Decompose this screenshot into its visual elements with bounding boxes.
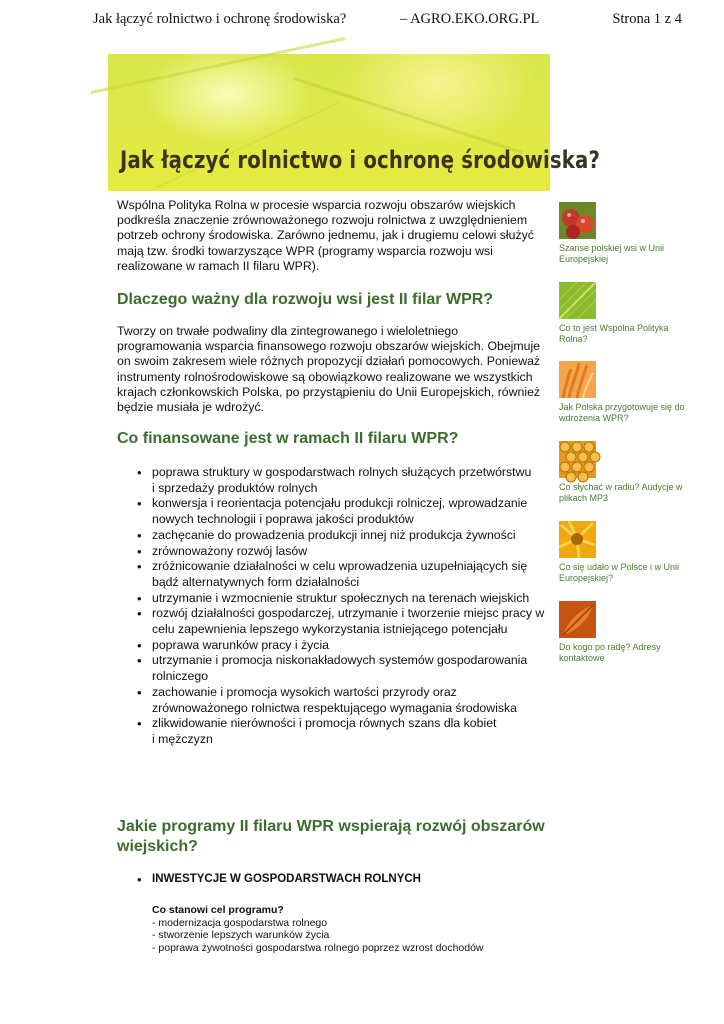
tomatoes-icon[interactable] <box>559 202 596 239</box>
wheat-icon[interactable] <box>559 361 596 398</box>
intro-block <box>117 198 542 274</box>
list-item: • poprawa struktury w gospodarstwach rolnych służących przetwórstwu i sprzedaży produktów rolnych <box>117 465 547 496</box>
sidebar-link[interactable]: Szanse polskiej wsi w Unii Europejskiej <box>559 243 665 264</box>
section-heading-programs: Jakie programy II filaru WPR wspierają rozwój obszarów wiejskich? <box>117 818 545 855</box>
list-item: • poprawa warunków pracy i życia <box>117 638 547 654</box>
section-why-text: Tworzy on trwałe podwaliny dla zintegrowanego i wieloletniego programowania wsparcia finansowego rozwoju obszarów wiejskich. Obejmuje on swoim zakresem wiele różnych propozycji działań pomocowych. Ponieważ instrumenty rolnośrodowiskowe są obowiązkowo realizowane we wszystkich krajach członkowskich Polska, po przystąpieniu do Unii Europejskich, również będzie musiała je wdrożyć. <box>117 324 541 415</box>
page-header <box>0 11 724 33</box>
honeycomb-icon[interactable] <box>559 441 596 478</box>
list-item: • utrzymanie i promocja niskonakładowych systemów gospodarowania rolniczego <box>117 653 547 684</box>
list-item: • zrównoważony rozwój lasów <box>117 544 547 560</box>
financed-list <box>117 465 547 748</box>
intro-text: Wspólna Polityka Rolna w procesie wsparcia rozwoju obszarów wiejskich podkreśla znaczenie zrównoważonego rozwoju rolnictwa z uwzględnieniem potrzeb ochrony środowiska. Zarówno jednemu, jak i drugiemu celowi służyć mają tzw. środki towarzyszące WPR (programy wsparcia rozwoju wsi realizowane w ramach II filaru WPR). <box>117 198 534 273</box>
list-item: • utrzymanie i wzmocnienie struktur społecznych na terenach wiejskich <box>117 591 547 607</box>
banner-title: Jak łączyć rolnictwo i ochronę środowiska? <box>120 146 601 174</box>
sidebar-link[interactable]: Jak Polska przygotowuje się do wdrożenia WPR? <box>559 402 685 423</box>
goals-heading: Co stanowi cel programu? <box>152 904 284 916</box>
list-item: • zachęcanie do prowadzenia produkcji innej niż produkcja żywności <box>117 528 547 544</box>
goal-item: - stworzenie lepszych warunków życia <box>152 929 330 941</box>
sidebar-link[interactable]: Do kogo po radę? Adresy kontaktowe <box>559 642 661 663</box>
sidebar-item-szanse[interactable] <box>559 202 699 264</box>
header-title: Jak łączyć rolnictwo i ochronę środowiska? <box>93 11 347 27</box>
sunflower-icon[interactable] <box>559 521 596 558</box>
list-item: • konwersja i reorientacja potencjału produkcji rolniczej, wprowadzanie nowych technologii i poprawa jakości produktów <box>117 496 547 527</box>
sidebar-link[interactable]: Co to jest Wspólna Polityka Rolna? <box>559 323 669 344</box>
sidebar-item-wpr[interactable] <box>559 282 699 344</box>
list-item: • zróżnicowanie działalności w celu wprowadzenia uzupełniających się bądź alternatywnych form działalności <box>117 559 547 590</box>
sidebar-link[interactable]: Co słychać w radiu? Audycje w plikach MP3 <box>559 482 683 503</box>
sidebar-item-udalo[interactable] <box>559 521 699 583</box>
leaf-icon[interactable] <box>559 282 596 319</box>
section-heading-financed: Co finansowane jest w ramach II filaru WPR? <box>117 430 459 447</box>
program-title: • INWESTYCJE W GOSPODARSTWACH ROLNYCH <box>117 872 547 887</box>
sidebar-link[interactable]: Co się udało w Polsce i w Unii Europejskiej? <box>559 562 680 583</box>
autumn-leaf-icon[interactable] <box>559 601 596 638</box>
header-site: – AGRO.EKO.ORG.PL <box>400 11 540 27</box>
program-block <box>117 872 547 887</box>
sidebar-item-kontakt[interactable] <box>559 601 699 663</box>
list-item: • zachowanie i promocja wysokich wartości przyrody oraz zrównoważonego rolnictwa respektującego wymagania środowiska <box>117 685 547 716</box>
list-item: • zlikwidowanie nierówności i promocja równych szans dla kobiet i mężczyzn <box>117 716 547 747</box>
sidebar-item-wdrozenie[interactable] <box>559 361 699 423</box>
list-item: • rozwój działalności gospodarczej, utrzymanie i tworzenie miejsc pracy w celu zapewnienia lepszego wykorzystania istniejącego potencjału <box>117 606 547 637</box>
sidebar-item-radio[interactable] <box>559 441 699 503</box>
section-heading-why: Dlaczego ważny dla rozwoju wsi jest II filar WPR? <box>117 291 494 308</box>
goal-item: - poprawa żywotności gospodarstwa rolnego poprzez wzrost dochodów <box>152 941 484 954</box>
goal-item: - modernizacja gospodarstwa rolnego <box>152 916 328 929</box>
banner-image <box>108 54 601 191</box>
header-page-number: Strona 1 z 4 <box>612 11 682 27</box>
program-goals <box>152 904 552 954</box>
